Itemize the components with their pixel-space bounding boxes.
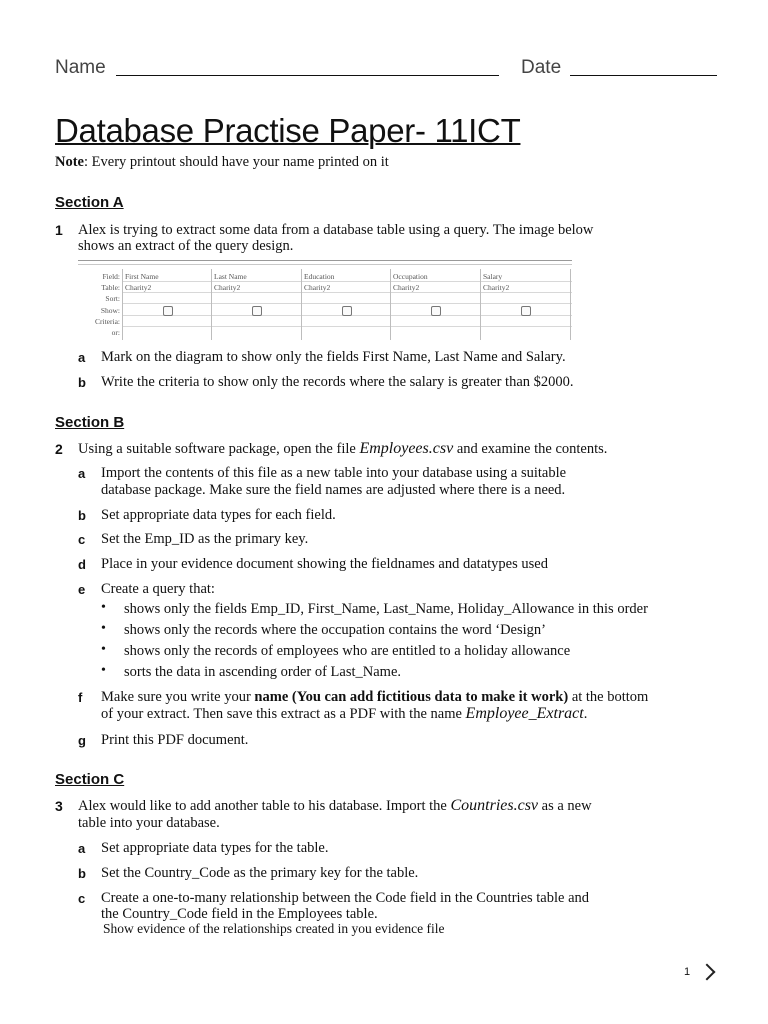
q2g-text: Print this PDF document. <box>101 732 249 748</box>
note <box>55 154 389 171</box>
q2-text-before: Using a suitable software package, open the file <box>78 441 360 457</box>
q2-text-after: and examine the contents. <box>453 441 608 457</box>
date-line <box>570 75 717 76</box>
q3-text-before: Alex would like to add another table to his database. Import the <box>78 798 451 814</box>
q2a-line1: Import the contents of this file as a new table into your database using a suitable <box>101 465 567 481</box>
row-label-sort: Sort: <box>105 294 120 303</box>
grid-table-cell: Charity2 <box>304 283 331 292</box>
row-label-show: Show: <box>100 306 120 315</box>
q3-line2: table into your database. <box>78 815 220 831</box>
q1b-letter: b <box>78 375 86 390</box>
grid-column-salary <box>480 269 481 340</box>
q2f-text2: at the bottom <box>568 689 649 705</box>
bullet-icon: • <box>101 621 106 636</box>
grid-table-cell: Charity2 <box>214 283 241 292</box>
grid-top-border <box>78 260 572 265</box>
section-a-heading: Section A <box>55 194 124 211</box>
row-label-criteria: Criteria: <box>95 317 120 326</box>
grid-field-cell: Education <box>304 272 335 281</box>
grid-row-divider <box>122 281 572 282</box>
show-checkbox[interactable] <box>342 306 352 316</box>
q2e-bullet: shows only the records where the occupation contains the word ‘Design’ <box>124 622 546 638</box>
row-label-field: Field: <box>102 272 120 281</box>
q2c-text: Set the Emp_ID as the primary key. <box>101 531 309 547</box>
name-label: Name <box>55 57 106 78</box>
q3b-letter: b <box>78 866 86 881</box>
q2f-line2 <box>101 706 587 722</box>
q2e-bullet: sorts the data in ascending order of Last_Name. <box>124 664 402 680</box>
grid-field-cell: Last Name <box>214 272 247 281</box>
q2g-letter: g <box>78 733 86 748</box>
page-number: 1 <box>684 966 691 978</box>
q2-text <box>78 441 607 457</box>
q2d-text: Place in your evidence document showing the fieldnames and datatypes used <box>101 556 548 572</box>
show-checkbox[interactable] <box>521 306 531 316</box>
note-text: : Every printout should have your name printed on it <box>84 154 389 170</box>
q3-filename: Countries.csv <box>450 797 539 814</box>
q1-line2: shows an extract of the query design. <box>78 238 294 254</box>
date-label: Date <box>521 57 562 78</box>
grid-row-divider <box>122 326 572 327</box>
show-checkbox[interactable] <box>431 306 441 316</box>
row-label-or: or: <box>111 328 120 337</box>
q2b-text: Set appropriate data types for each field. <box>101 507 336 523</box>
q2f-line2-after: . <box>583 706 588 722</box>
q2a-line2: database package. Make sure the field names are adjusted where there is a need. <box>101 482 566 498</box>
grid-row-divider <box>122 303 572 304</box>
grid-field-cell: First Name <box>125 272 159 281</box>
q2e-text: Create a query that: <box>101 581 215 597</box>
q3-line1 <box>78 798 592 814</box>
grid-table-cell: Charity2 <box>125 283 152 292</box>
grid-field-cell: Occupation <box>393 272 428 281</box>
grid-field-cell: Salary <box>483 272 503 281</box>
bullet-icon: • <box>101 663 106 678</box>
grid-table-cell: Charity2 <box>483 283 510 292</box>
grid-table-cell: Charity2 <box>393 283 420 292</box>
q2c-letter: c <box>78 532 86 547</box>
q2f-text1: Make sure you write your <box>101 689 255 705</box>
chevron-right-icon[interactable] <box>699 964 716 981</box>
grid-row-divider <box>122 292 572 293</box>
section-c-heading: Section C <box>55 771 125 788</box>
q1b-text: Write the criteria to show only the records where the salary is greater than $2000. <box>101 374 574 390</box>
show-checkbox[interactable] <box>163 306 173 316</box>
q3c-line3: Show evidence of the relationships created in you evidence file <box>103 921 445 936</box>
q1-line1: Alex is trying to extract some data from a database table using a query. The image below <box>78 222 594 238</box>
q2-number: 2 <box>55 441 63 457</box>
q3c-line1: Create a one-to-many relationship between the Code field in the Countries table and <box>101 890 590 906</box>
q2e-letter: e <box>78 582 86 597</box>
q2f-line1 <box>101 689 648 705</box>
q3c-line2: the Country_Code field in the Employees table. <box>101 906 378 922</box>
q2b-letter: b <box>78 508 86 523</box>
q2e-bullet: shows only the fields Emp_ID, First_Name, Last_Name, Holiday_Allowance in this order <box>124 601 648 617</box>
query-design-grid <box>78 260 572 340</box>
q3-number: 3 <box>55 798 63 814</box>
q3b-text: Set the Country_Code as the primary key for the table. <box>101 865 419 881</box>
bullet-icon: • <box>101 642 106 657</box>
q1a-letter: a <box>78 350 86 365</box>
q2a-letter: a <box>78 466 86 481</box>
row-label-table: Table: <box>101 283 120 292</box>
q1a-text: Mark on the diagram to show only the fields First Name, Last Name and Salary. <box>101 349 566 365</box>
q2f-line2-before: of your extract. Then save this extract as a PDF with the name <box>101 706 466 722</box>
q1-number: 1 <box>55 222 63 238</box>
grid-column-occupation <box>390 269 391 340</box>
grid-column-first-name <box>122 269 123 340</box>
q2e-bullet: shows only the records of employees who are entitled to a holiday allowance <box>124 643 571 659</box>
q3a-text: Set appropriate data types for the table. <box>101 840 329 856</box>
q2-filename: Employees.csv <box>359 440 454 457</box>
show-checkbox[interactable] <box>252 306 262 316</box>
section-b-heading: Section B <box>55 414 125 431</box>
q2f-letter: f <box>78 690 83 705</box>
note-label: Note <box>55 154 84 170</box>
q2f-bold: name (You can add fictitious data to make it work) <box>254 689 569 705</box>
grid-column-last-name <box>211 269 212 340</box>
q3c-letter: c <box>78 891 86 906</box>
name-line <box>116 75 499 76</box>
q2d-letter: d <box>78 557 86 572</box>
bullet-icon: • <box>101 600 106 615</box>
q3a-letter: a <box>78 841 86 856</box>
q3-text-after: as a new <box>538 798 592 814</box>
grid-column-education <box>301 269 302 340</box>
grid-right-edge <box>570 269 571 340</box>
q2f-filename: Employee_Extract <box>465 705 584 722</box>
page-title: Database Practise Paper- 11ICT <box>55 112 521 149</box>
